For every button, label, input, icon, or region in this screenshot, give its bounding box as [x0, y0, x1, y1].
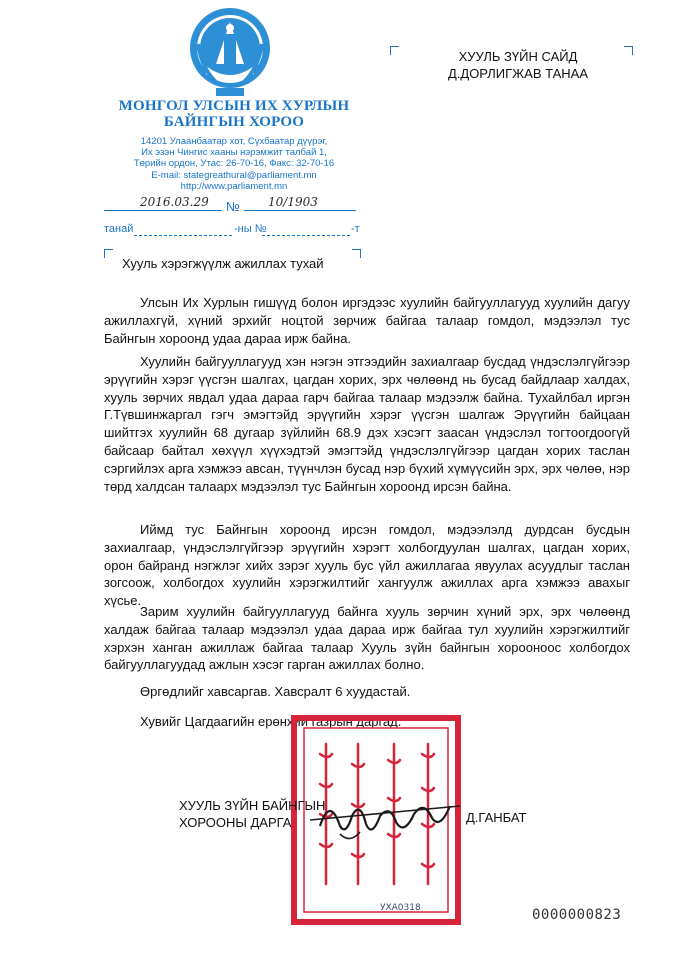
- subject-line: Хууль хэрэгжүүлж ажиллах тухай: [122, 256, 324, 271]
- recipient-title: ХУУЛЬ ЗҮЙН САЙД: [458, 49, 578, 64]
- recipient-name: Д.ДОРЛИГЖАВ ТАНАА: [447, 66, 589, 81]
- org-name-line1: МОНГОЛ УЛСЫН ИХ ХУРЛЫН: [118, 98, 350, 114]
- signatory-title-line1: ХУУЛЬ ЗҮЙН БАЙНГЫН: [179, 798, 326, 813]
- number-symbol: №: [226, 199, 240, 214]
- email-line: E-mail: stategreathural@parliament.mn: [151, 170, 317, 181]
- body-paragraph: Зарим хуулийн байгууллагууд байнга хууль зөрчин хүний эрх, эрх чөлөөнд халдаж байгаа талаар мэдээлэл удаа дараа ирж байгаа тул хуулийн хэрэгжилтийг хэрхэн ханган ажиллаж байгаа талаар Хууль зүйн байнгын хорооноос холбогдох байгууллагуудад ажлын хэсэг гарган ажиллах болно.: [104, 604, 630, 673]
- website-line: http://www.parliament.mn: [180, 181, 288, 192]
- recipient-corner-left: [390, 46, 399, 55]
- reply-prefix: танай: [104, 223, 134, 235]
- body-paragraph: Хуулийн байгууллагууд хэн нэгэн этгээдийн захиалгаар бусдад үндэслэлгүйгээр эрүүгийн хэрэг үүсгэн шалгах, цагдан хорих, эрх чөлөөнд нь бусад байдлаар халдах, хууль зөрчих явдал удаа дараа гарч байгаа талаар мэдээлж байна. Тухайлбал иргэн Г.Түвшинжаргал гэгч эмэгтэйд эрүүгийн хэрэг үүсгэн шалгаж Эрүүгийн байцаан шийтгэх хуулийн 68 дугаар зүйлийн 68.9 дэх хэсэгт заасан үндэслэл тогтоогдоогүй байсаар байтал хөхүүл хүүхэдтэй эмэгтэйд үндэслэлгүйгээр цагдан хорих таслан сэргийлэх арга хэмжээ авсан, түүнчлэн бусад нэр бүхий хүмүүсийн эрх, эрх чөлөө, нэр төрд халдсан талаарх мэдээлэл тус Байнгын хороонд ирсэн байна.: [104, 354, 630, 494]
- copy-note: Хувийг Цагдаагийн ерөнхий газрын даргад.: [140, 714, 402, 729]
- recipient-corner-right: [624, 46, 633, 55]
- org-name-line2: БАЙНГЫН ХОРОО: [163, 114, 305, 130]
- attachment-note: Өргөдлийг хавсаргав. Хавсралт 6 хуудастай.: [140, 684, 411, 699]
- reply-suffix: -т: [351, 223, 360, 235]
- handwritten-signature: [300, 786, 470, 846]
- signatory-title-line2: ХОРООНЫ ДАРГА: [179, 815, 292, 830]
- subject-corner-right: [352, 249, 361, 258]
- address-line: Төрийн ордон, Утас: 26-70-16, Факс: 32-70-16: [133, 158, 335, 169]
- subject-corner-left: [104, 249, 113, 258]
- signatory-name: Д.ГАНБАТ: [466, 810, 527, 825]
- document-serial-number: 0000000823: [532, 907, 622, 923]
- number-handwritten: 10/1903: [268, 195, 318, 209]
- state-emblem-logo: [188, 4, 272, 100]
- reply-mid: -ны №: [234, 223, 267, 235]
- address-line: Их эзэн Чингис хааны нэрэмжит талбай 1,: [141, 147, 327, 158]
- body-paragraph: Улсын Их Хурлын гишүүд болон иргэдээс хуулийн байгууллагууд хуулийн дагуу ажиллахгүй, хүний эрхийг ноцтой зөрчиж байгаа талаар гомдол, мэдээлэл тус Байнгын хороонд удаа дараа ирж байна.: [104, 295, 630, 346]
- address-line: 14201 Улаанбаатар хот, Сүхбаатар дүүрэг,: [140, 136, 328, 147]
- body-paragraph: Иймд тус Байнгын хороонд ирсэн гомдол, мэдээлэлд дурдсан бусдын захиалгаар, үндэслэлгүйгээр эрүүгийн хэрэгт холбогдуулан шалгах, цагдан хорих, орон байранд нэгжлэг хийх зэрэг хууль бус үйл ажиллагаа явуулах асуудлыг таслан зогсоож, холбогдох хуулийн хэрэгжилтийг хангуулж ажиллах арга хэмжээ авахыг хүсье.: [104, 522, 630, 609]
- stamp-code: УХА0318: [380, 903, 421, 913]
- date-handwritten: 2016.03.29: [140, 195, 209, 209]
